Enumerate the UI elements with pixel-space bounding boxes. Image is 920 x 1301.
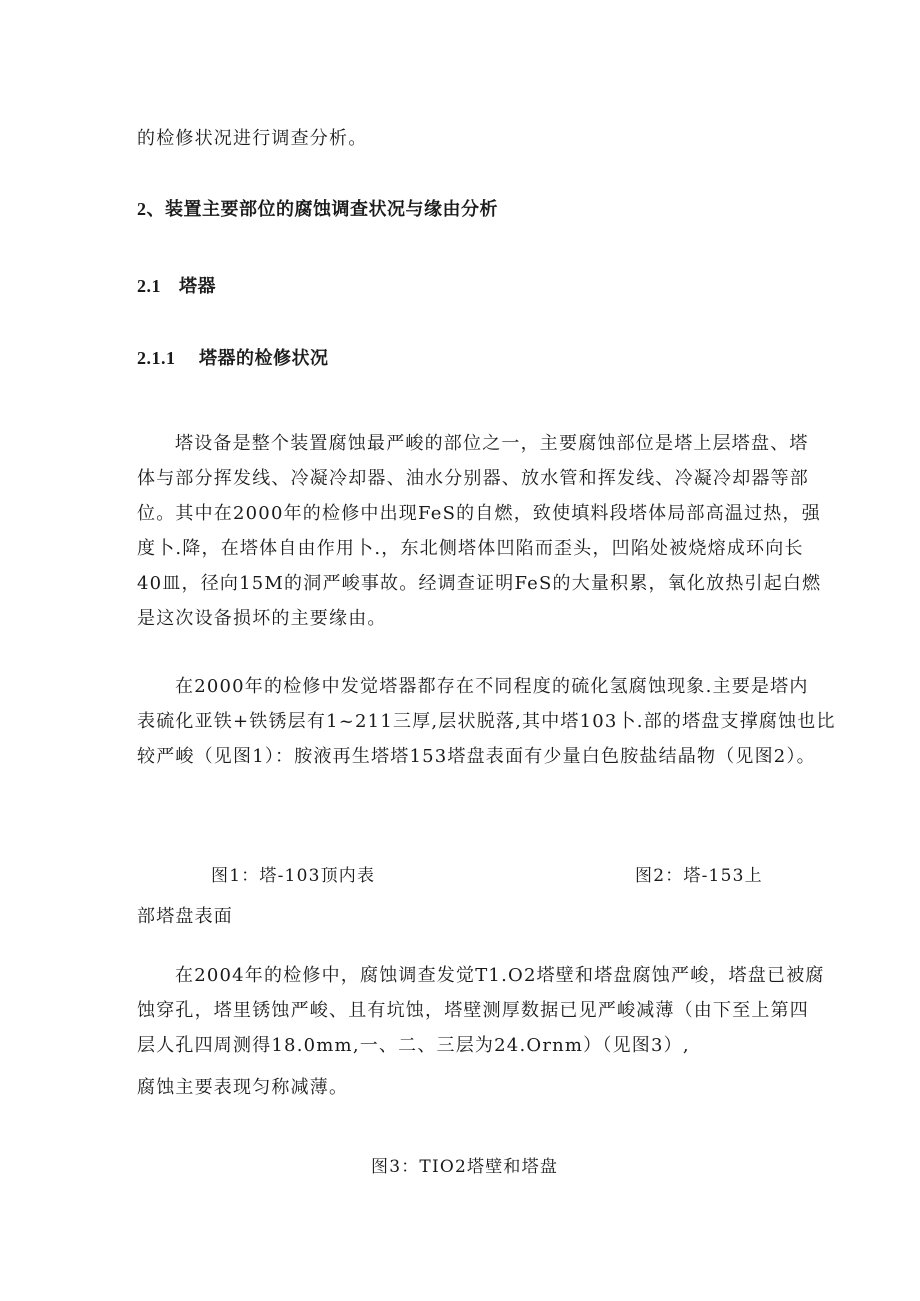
section-2-1-heading: [137, 275, 216, 298]
section-2-1-1-title: 塔器的检修状况: [199, 348, 329, 369]
paragraph-1-line: 度卜.降，在塔体自由作用卜.，东北侧塔体凹陷而歪头，凹陷处被烧熔成环向长: [137, 538, 804, 559]
paragraph-3-line: 蚀穿孔，塔里锈蚀严峻、且有坑蚀，塔壁测厚数据已见严峻减薄（由下至上第四: [137, 1000, 809, 1021]
figure-2-caption-continued: 部塔盘表面: [137, 906, 233, 927]
paragraph-1-line: 塔设备是整个装置腐蚀最严峻的部位之一，主要腐蚀部位是塔上层塔盘、塔: [175, 433, 809, 454]
paragraph-1-line: 是这次设备损坏的主要缘由。: [137, 608, 387, 629]
paragraph-1-line: 40皿，径向15M的洞严峻事故。经调查证明FeS的大量积累，氧化放热引起白燃: [137, 573, 822, 594]
section-2-1-title: 塔器: [179, 276, 216, 297]
section-2-heading: [137, 198, 498, 221]
paragraph-1-line: 位。其中在2000年的检修中出现FeS的自燃，致使填料段塔体局部高温过热，强: [137, 503, 821, 524]
figure-3-caption: 图3：TIO2塔壁和塔盘: [371, 1157, 559, 1177]
paragraph-3-line: 层人孔四周测得18.0mm,一、二、三层为24.Ornm）（见图3）,: [137, 1035, 690, 1056]
paragraph-2-line: 较严峻（见图1）：胺液再生塔塔153塔盘表面有少量白色胺盐结晶物（见图2）。: [137, 746, 816, 767]
intro-tail-text: 的检修状况进行调查分析。: [137, 128, 368, 149]
section-2-title: 装置主要部位的腐蚀调查状况与缘由分析: [165, 199, 498, 220]
paragraph-2-line: 表硫化亚铁+铁锈层有1~211三厚,层状脱落,其中塔103卜.部的塔盘支撑腐蚀也比: [137, 711, 836, 732]
section-2-1-1-number: 2.1.1: [137, 348, 176, 368]
figure-2-caption: 图2：塔-153上: [635, 866, 763, 886]
section-2-1-number: 2.1: [137, 276, 161, 296]
figure-1-caption: 图1：塔-103顶内表: [211, 866, 376, 886]
paragraph-1-line: 体与部分挥发线、冷凝冷却器、油水分别器、放水管和挥发线、冷凝冷却器等部: [137, 468, 809, 489]
paragraph-3-line: 在2004年的检修中，腐蚀调查发觉T1.O2塔壁和塔盘腐蚀严峻，塔盘已被腐: [175, 965, 825, 986]
section-2-number: 2、: [137, 199, 165, 219]
paragraph-2-line: 在2000年的检修中发觉塔器都存在不同程度的硫化氢腐蚀现象.主要是塔内: [175, 676, 809, 697]
section-2-1-1-heading: [137, 347, 329, 370]
paragraph-3-tail: 腐蚀主要表现匀称减薄。: [137, 1077, 349, 1098]
